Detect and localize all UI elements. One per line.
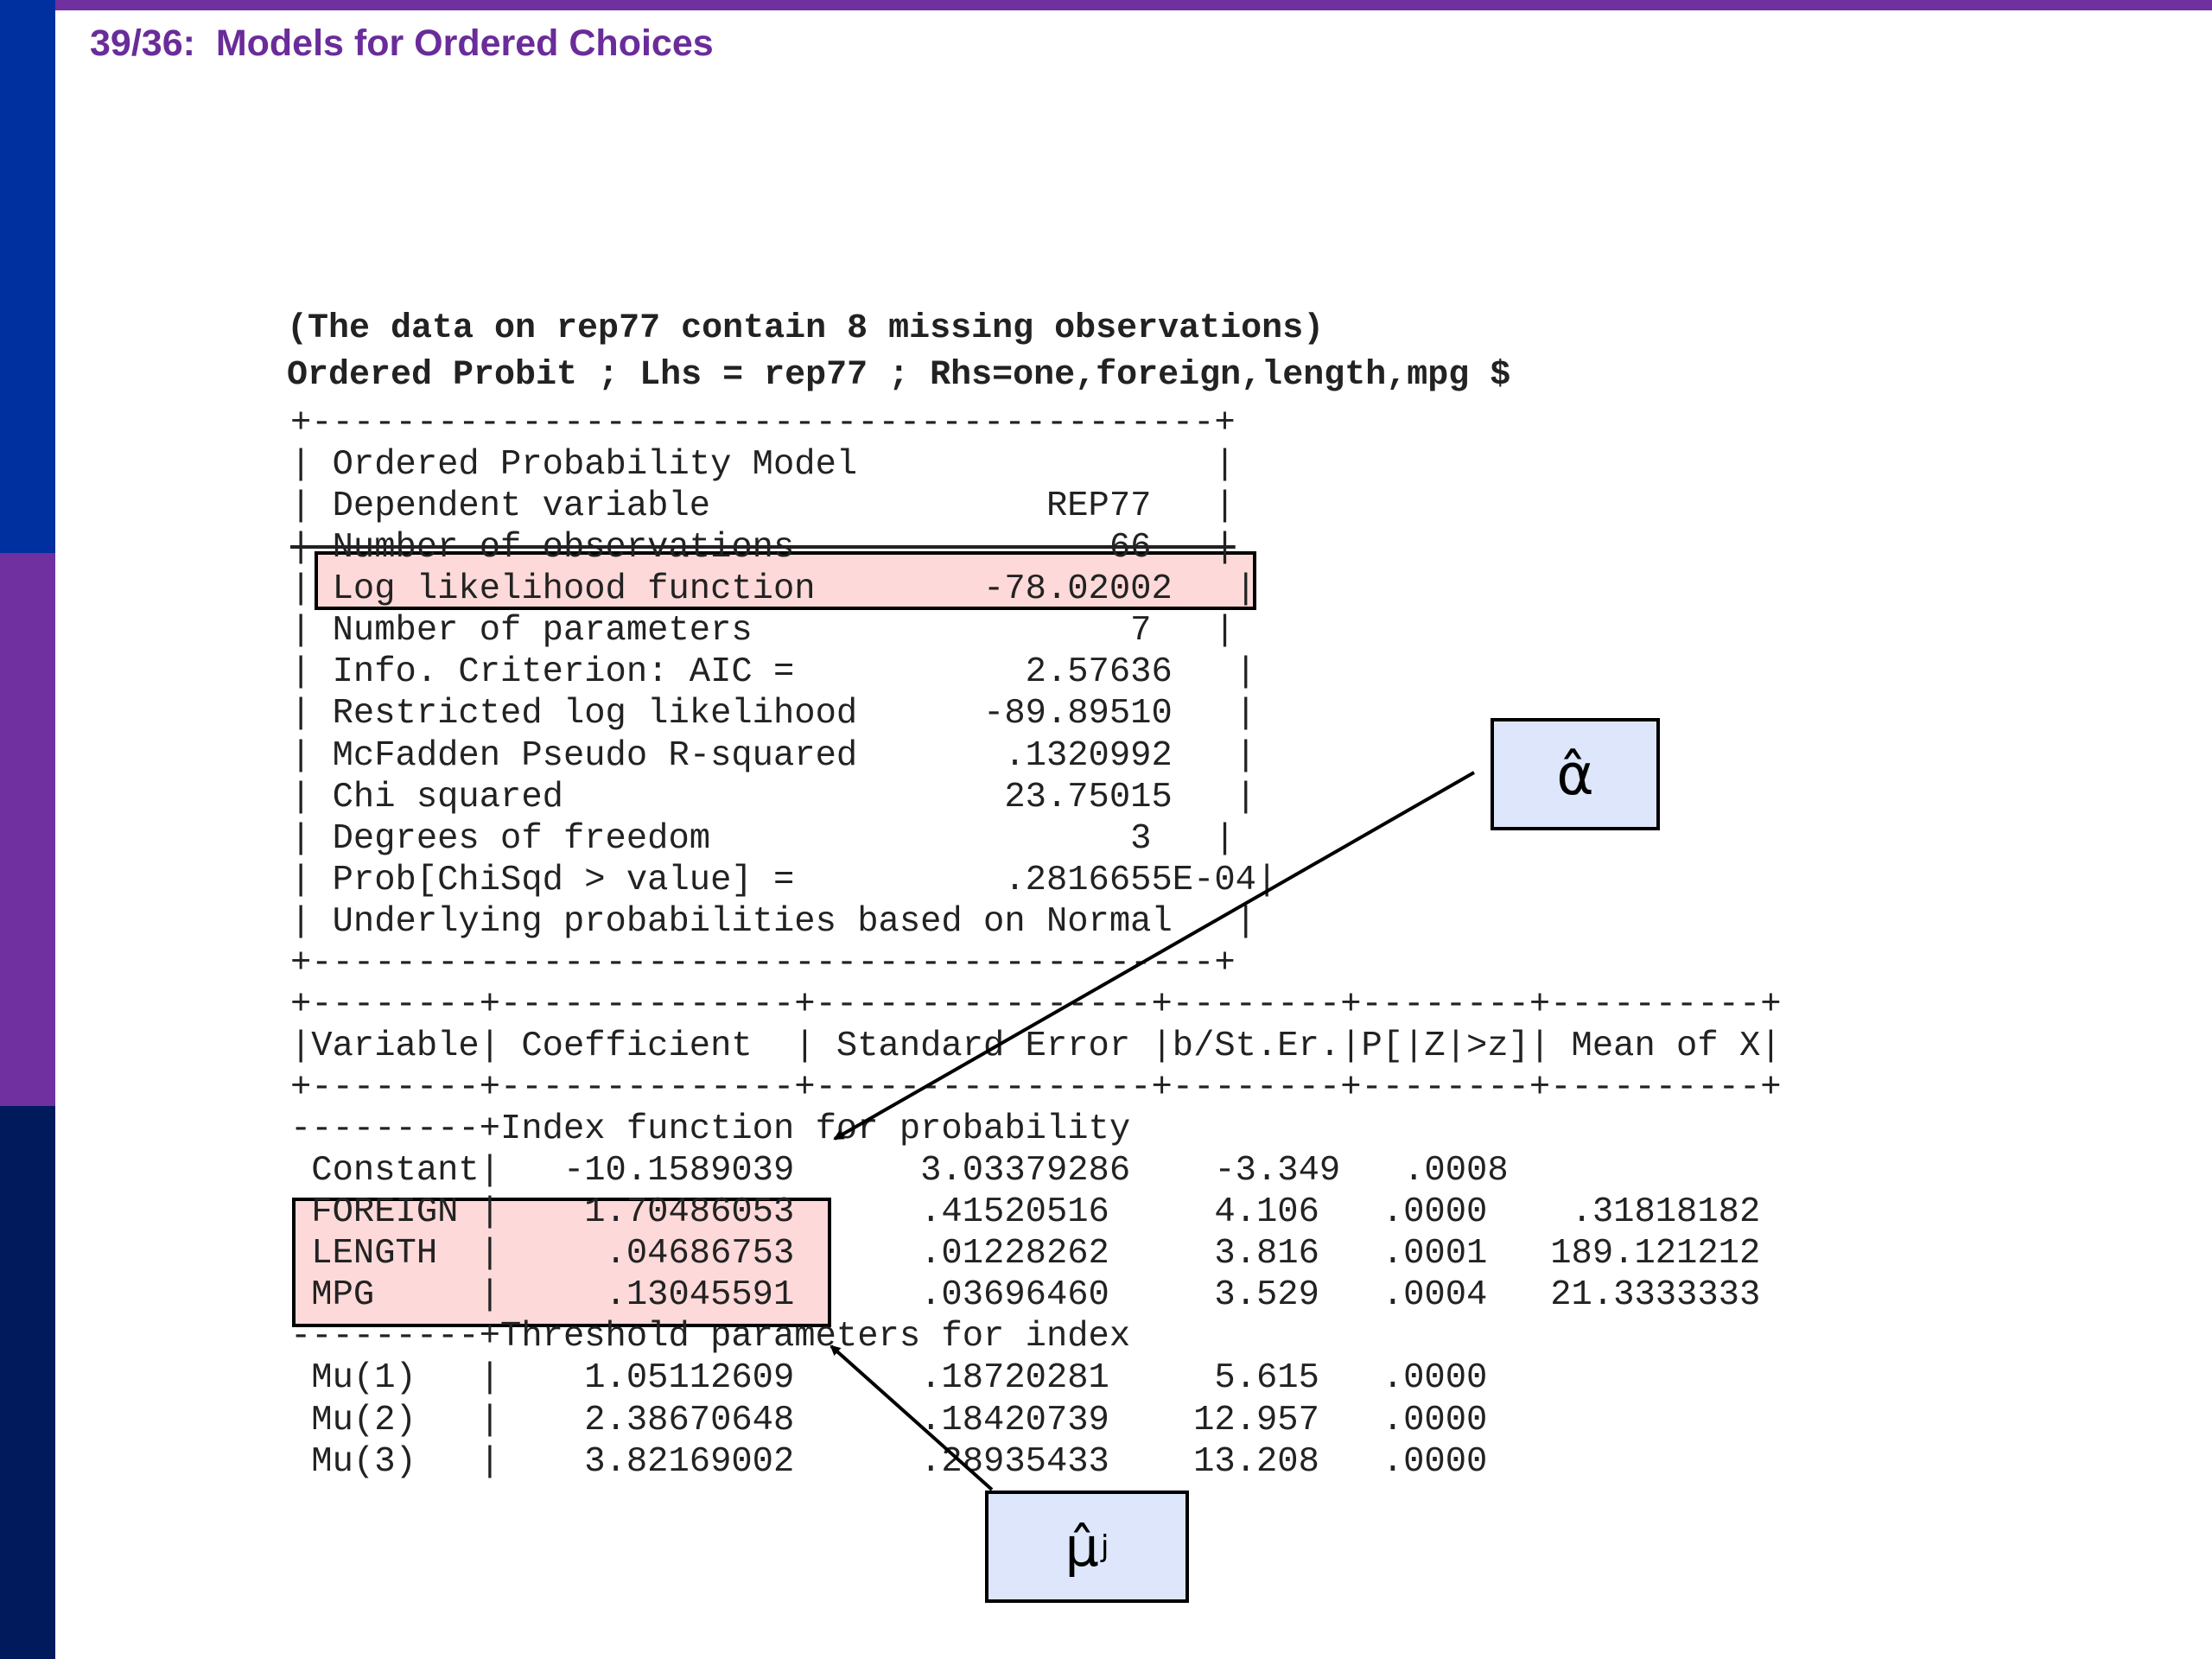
mu-hat-label: μ̂	[1065, 1515, 1099, 1579]
output-line-8: | Restricted log likelihood -89.89510 |	[290, 694, 1256, 734]
mu-hat-callout	[985, 1491, 1189, 1603]
alpha-arrow	[835, 772, 1474, 1139]
output-line-22: MPG | .13045591 .03696460 3.529 .0004 21.3333333	[290, 1275, 1761, 1315]
command-line: Ordered Probit ; Lhs = rep77 ; Rhs=one,foreign,length,mpg $	[287, 356, 1511, 395]
output-line-24: Mu(1) | 1.05112609 .18720281 5.615 .0000	[290, 1358, 1488, 1398]
output-line-26: Mu(3) | 3.82169002 .28935433 13.208 .0000	[290, 1442, 1488, 1482]
output-line-17: +--------+--------------+----------------+--------+--------+----------+	[290, 1068, 1782, 1108]
output-line-4: | Number of observations 66 |	[290, 528, 1236, 568]
output-line-23: ---------+Threshold parameters for index	[290, 1317, 1131, 1357]
output-line-15: +--------+--------------+----------------+--------+--------+----------+	[290, 985, 1782, 1025]
output-line-19: Constant| -10.1589039 3.03379286 -3.349 .0008	[290, 1151, 1509, 1191]
output-line-14: +-------------------------------------------+	[290, 944, 1236, 983]
output-line-13: | Underlying probabilities based on Normal |	[290, 902, 1256, 942]
output-line-18: ---------+Index function for probability	[290, 1109, 1131, 1149]
output-line-12: | Prob[ChiSqd > value] = .2816655E-04|	[290, 861, 1278, 900]
output-line-6: | Number of parameters 7 |	[290, 611, 1236, 651]
mu-arrow	[831, 1346, 992, 1490]
output-line-9: | McFadden Pseudo R-squared .1320992 |	[290, 736, 1256, 776]
missing-observations-note: (The data on rep77 contain 8 missing observations)	[287, 309, 1325, 348]
output-line-20: FOREIGN | 1.70486053 .41520516 4.106 .0000 .31818182	[290, 1192, 1761, 1232]
alpha-hat-label: α̂	[1556, 741, 1594, 808]
output-line-21: LENGTH | .04686753 .01228262 3.816 .0001 189.121212	[290, 1234, 1761, 1274]
slide-title: 39/36: Models for Ordered Choices	[90, 22, 714, 64]
output-line-7: | Info. Criterion: AIC = 2.57636 |	[290, 652, 1256, 692]
output-line-5: | Log likelihood function -78.02002 |	[290, 569, 1256, 609]
mu-hat-subscript: j	[1101, 1529, 1109, 1564]
output-line-1: +-------------------------------------------+	[290, 404, 1236, 443]
output-line-11: | Degrees of freedom 3 |	[290, 819, 1236, 859]
alpha-hat-callout	[1491, 718, 1660, 830]
output-line-3: | Dependent variable REP77 |	[290, 486, 1236, 526]
output-line-25: Mu(2) | 2.38670648 .18420739 12.957 .0000	[290, 1401, 1488, 1440]
output-line-16: |Variable| Coefficient | Standard Error |b/St.Er.|P[|Z|>z]| Mean of X|	[290, 1027, 1782, 1066]
output-line-2: | Ordered Probability Model |	[290, 445, 1236, 485]
output-line-10: | Chi squared 23.75015 |	[290, 778, 1256, 817]
